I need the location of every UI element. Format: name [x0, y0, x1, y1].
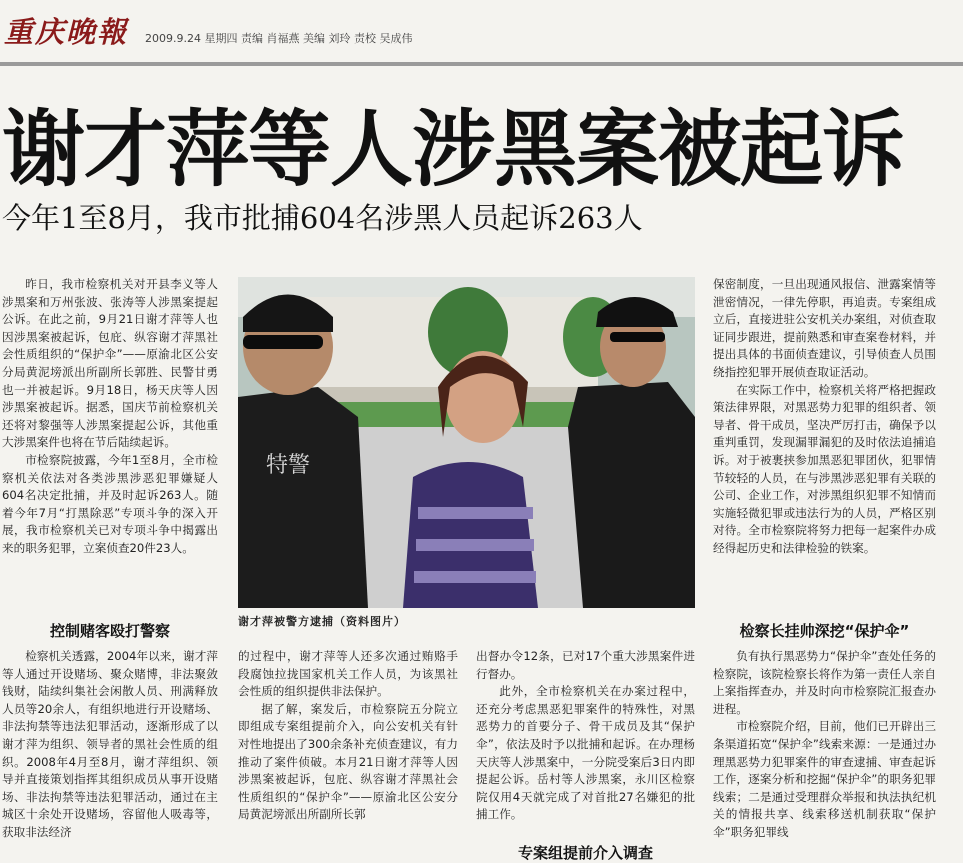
paragraph: 检察机关透露，2004年以来，谢才萍等人通过开设赌场、聚众赌博，非法聚敛钱财，陆续纠集社会闲散人员、刑满释放人员等20余人，有组织地进行开设赌场、非法拘禁等违法犯罪活动，逐渐形成了以谢才萍为组织、领导者的黑社会性质的组织。2008年4月至8月，谢才萍组织、领导并直接策划指挥其组织成员从事开设赌场、非法拘禁等违法犯罪活动，通过在主城区十余处开设赌场，容留他人吸毒等，获取非法经济 — [2, 649, 218, 839]
arrest-photo-illustration — [238, 277, 695, 608]
article-column-1-top — [2, 276, 218, 612]
article-column-4-bottom — [713, 648, 936, 855]
article-column-4-top — [713, 276, 936, 612]
paragraph: 保密制度，一旦出现通风报信、泄露案情等泄密情况，一律先停职，再追责。专案组成立后，直接进驻公安机关办案组，对侦查取证同步跟进，提前熟悉和审查案卷材料，并提出具体的书面侦查建议，引导侦查人员围绕指控犯罪开展侦查取证活动。 — [713, 277, 936, 379]
paragraph: 在实际工作中，检察机关将严格把握政策法律界限，对黑恶势力犯罪的组织者、领导者、骨干成员，坚决严厉打击，确保予以重判重罚，发现漏罪漏犯的及时依法追捕追诉。对于被裹挟参加黑恶犯罪团伙，犯罪情节较轻的人员，在与涉黑涉恶犯罪有关联的公司、企业工作，对涉黑组织犯罪不知情而实施轻微犯罪或违法行为的人员，严格区别对待。全市检察院将努力把每一起案件办成经得起历史和法律检验的铁案。 — [713, 382, 936, 555]
photo-caption: 谢才萍被警方逮捕（资料图片） — [238, 615, 406, 628]
section-heading: 检察长挂帅深挖“保护伞” — [739, 622, 910, 640]
masthead-divider — [0, 62, 963, 66]
paragraph: 负有执行黑恶势力“保护伞”查处任务的检察院，该院检察长将作为第一责任人亲自上案指挥查办，并及时向市检察院汇报查办进程。 — [713, 649, 936, 716]
vest-label: 特警 — [265, 453, 311, 478]
issue-info: 2009.9.24 星期四 责编 肖福燕 美编 刘玲 责校 吴成伟 — [145, 32, 413, 45]
news-photo — [238, 277, 695, 608]
masthead — [0, 0, 963, 62]
section-heading: 专案组提前介入调查 — [517, 844, 653, 862]
paragraph: 昨日，我市检察机关对开县李义等人涉黑案和万州张波、张涛等人涉黑案提起公诉。在此之前，9月21日谢才萍等人也因涉黑案被起诉，包庇、纵容谢才萍黑社会性质组织的“保护伞”——原渝北区公安分局黄泥塝派出所副所长郭胜、民警甘勇也一并被起诉。9月18日，杨天庆等人因涉黑案被起诉。据悉，国庆节前检察机关还将对黎强等人涉黑案提起公诉，其他重大涉黑案件也将在节后陆续起诉。 — [2, 277, 218, 450]
headline: 谢才萍等人涉黑案被起诉 — [2, 101, 904, 198]
article-column-3 — [476, 648, 695, 838]
newspaper-logo: 重庆晚報 — [4, 15, 129, 49]
section-heading: 控制赌客殴打警察 — [49, 622, 170, 640]
paragraph: 出督办令12条，已对17个重大涉黑案件进行督办。 — [476, 649, 695, 681]
paragraph: 此外，全市检察机关在办案过程中，还充分考虑黑恶犯罪案件的特殊性，对黑恶势力的首要分子、骨干成员及其“保护伞”，依法及时予以批捕和起诉。在办理杨天庆等人涉黑案中，一分院受案后3日内即提起公诉。岳村等人涉黑案，永川区检察院仅用4天就完成了对首批27名嫌犯的批捕工作。 — [476, 684, 695, 822]
subheadline: 今年1至8月，我市批捕604名涉黑人员起诉263人 — [2, 201, 643, 235]
paragraph: 的过程中，谢才萍等人还多次通过贿赂手段腐蚀拉拢国家机关工作人员，为该黑社会性质的组织提供非法保护。 — [238, 649, 458, 699]
article-column-1-bottom — [2, 648, 218, 855]
paragraph: 市检察院介绍，目前，他们已开辟出三条渠道拓宽“保护伞”线索来源：一是通过办理黑恶势力犯罪案件的审查逮捕、审查起诉工作，逐案分析和挖掘“保护伞”的职务犯罪线索；二是通过受理群众举报和执法执纪机关的情报共享、线索移送机制获取“保护伞”职务犯罪线 — [713, 719, 936, 839]
paragraph: 据了解，案发后，市检察院五分院立即组成专案组提前介入，向公安机关有针对性地提出了300余条补充侦查建议，有力推动了案件侦破。本月21日谢才萍等人因涉黑案被起诉，包庇、纵容谢才萍黑社会性质组织的“保护伞”——原渝北区公安分局黄泥塝派出所副所长郭 — [238, 701, 458, 822]
paragraph: 市检察院披露，今年1至8月，全市检察机关依法对各类涉黑涉恶犯罪嫌疑人604名决定批捕，并及时起诉263人。随着今年7月“打黑除恶”专项斗争的深入开展，我市检察机关已对专项斗争中揭露出来的职务犯罪，立案侦查20件23人。 — [2, 452, 218, 555]
article-column-2 — [238, 648, 458, 855]
